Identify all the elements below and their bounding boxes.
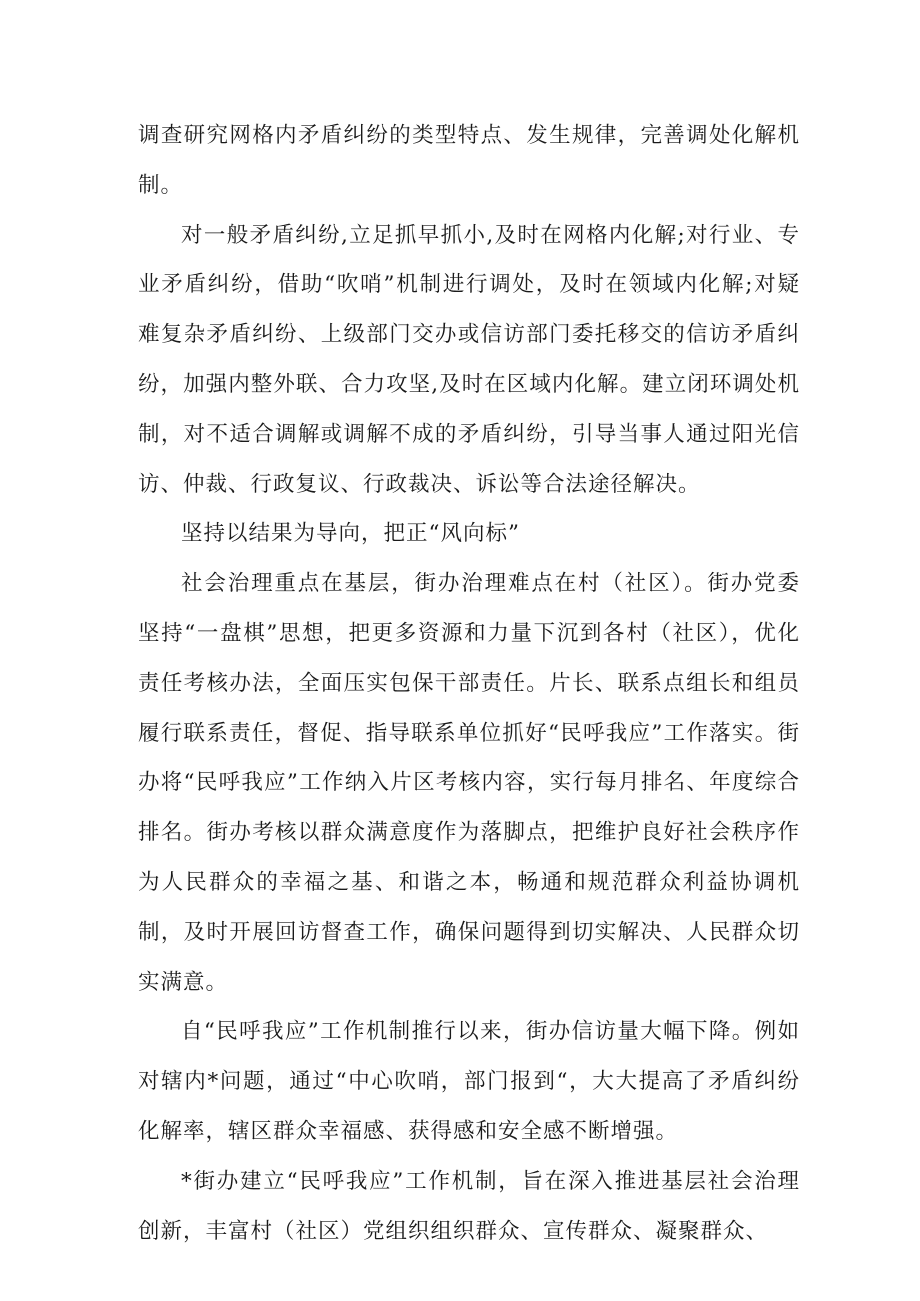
paragraph-assessment: 社会治理重点在基层，街办治理难点在村（社区）。街办党委坚持“一盘棋”思想，把更多资源和力量下沉到各村（社区），优化责任考核办法，全面压实包保干部责任。片长、联系点组长和组员履行联系责任，督促、指导联系单位抓好“民呼我应”工作落实。街办将“民呼我应”工作纳入片区考核内容，实行每月排名、年度综合排名。街办考核以群众满意度作为落脚点，把维护良好社会秩序作为人民群众的幸福之基、和谐之本，畅通和规范群众利益协调机制，及时开展回访督查工作，确保问题得到切实解决、人民群众切实满意。 xyxy=(138,571,800,995)
section-heading: 坚持以结果为导向，把正“风向标” xyxy=(181,521,520,547)
paragraph-mechanism: *街办建立“民呼我应”工作机制，旨在深入推进基层社会治理创新，丰富村（社区）党组织组织群众、宣传群众、凝聚群众、 xyxy=(138,1168,800,1244)
paragraph-results: 自“民呼我应”工作机制推行以来，街办信访量大幅下降。例如对辖内*问题，通过“中心吹哨，部门报到“，大大提高了矛盾纠纷化解率，辖区群众幸福感、获得感和安全感不断增强。 xyxy=(138,1019,800,1144)
paragraph-continuation: 调查研究网格内矛盾纠纷的类型特点、发生规律，完善调处化解机制。 xyxy=(138,123,800,198)
paragraph-dispute-resolution: 对一般矛盾纠纷,立足抓早抓小,及时在网格内化解;对行业、专业矛盾纠纷，借助“吹哨”机制进行调处，及时在领域内化解;对疑难复杂矛盾纠纷、上级部门交办或信访部门委托移交的信访矛盾纠纷，加强内整外联、合力攻坚,及时在区域内化解。建立闭环调处机制，对不适合调解或调解不成的矛盾纠纷，引导当事人通过阳光信访、仲裁、行政复议、行政裁决、诉讼等合法途径解决。 xyxy=(138,222,800,497)
document-body xyxy=(138,111,800,1256)
